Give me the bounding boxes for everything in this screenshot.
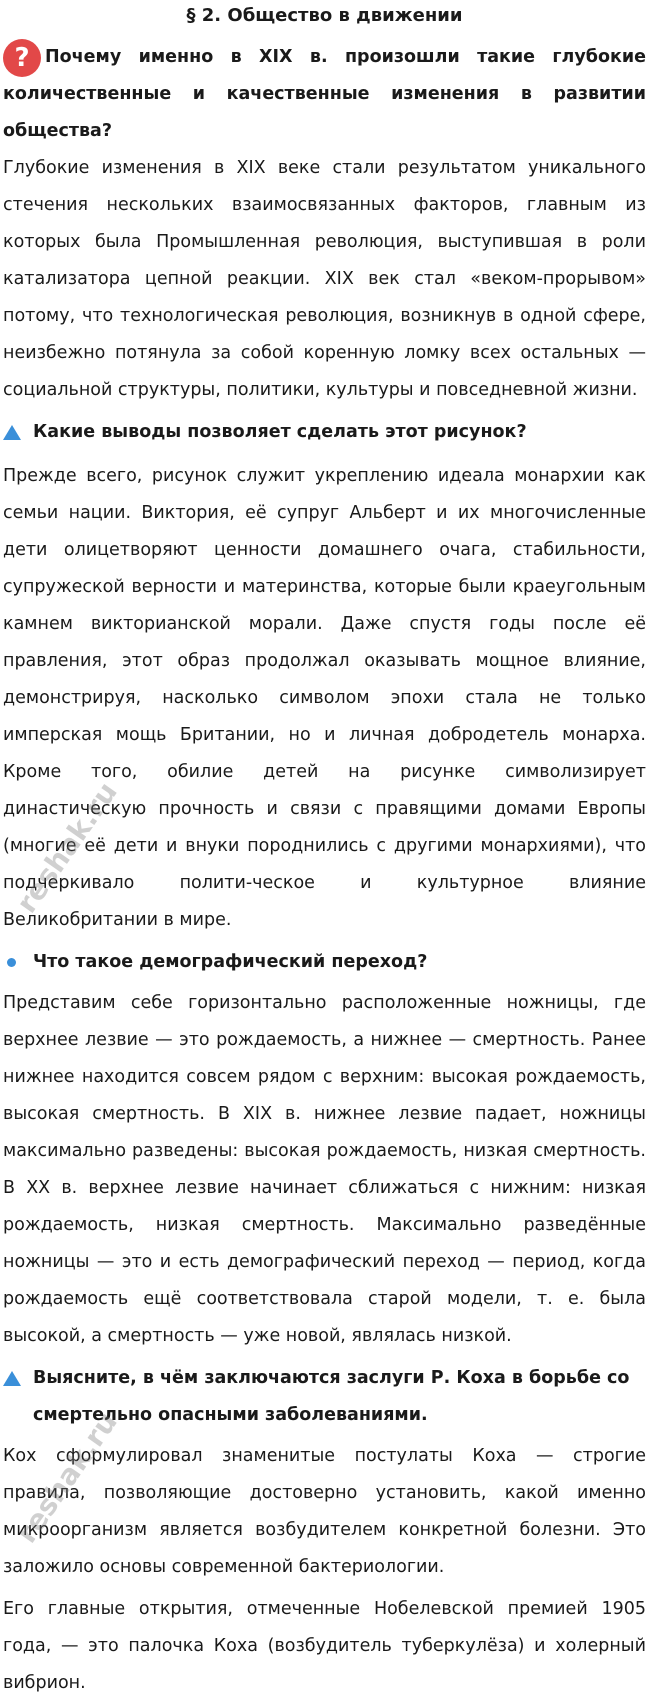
section-demographic-transition [3,944,646,1355]
dot-icon [7,958,16,967]
section-paragraph: Кох сформулировал знаменитые постулаты Коха — строгие правила, позволяющие достоверно установить, какой именно микроорганизм является возбудителем конкретной болезни. Это заложило основы современной бактериологии. [3,1446,646,1577]
section-paragraph: Прежде всего, рисунок служит укреплению идеала монархии как семьи нации. Виктория, её супруг Альберт и их многочисленные дети олицетворяют ценности домашнего очага, стабильности, супружеской верности и материнства, которые были краеугольным камнем викторианской морали. Даже спустя годы после её правления, этот образ продолжал оказывать мощное влияние, демонстрируя, насколько символом эпохи стала не только имперская мощь Британии, но и личная добродетель монарха. Кроме того, обилие детей на рисунке символизирует династическую прочность и связи с правящими домами Европы (многие её дети и внуки породнились с другими монархиями), что подчеркивало полити-ческое и культурное влияние Великобритании в мире. [3,466,646,930]
section-heading [3,944,646,981]
section-heading-text: Какие выводы позволяет сделать этот рисунок? [33,422,527,442]
page-title: § 2. Общество в движении [186,5,463,26]
question-icon: ? [3,39,41,77]
section-paragraph: Его главные открытия, отмеченные Нобелевской премией 1905 года, — это палочка Коха (возбудитель туберкулёза) и холерный вибрион. [3,1599,646,1693]
main-answer: Глубокие изменения в XIX веке стали результатом уникального стечения нескольких взаимосвязанных факторов, главным из которых была Промышленная революция, выступившая в роли катализатора цепной реакции. XIX век стал «веком-прорывом» потому, что технологическая революция, возникнув в одной сфере, неизбежно потянула за собой коренную ломку всех остальных — социальной структуры, политики, культуры и повседневной жизни. [3,158,646,400]
main-question-text: Почему именно в XIX в. произошли такие глубокие количественные и качественные изменения в развитии общества? [3,47,646,141]
watermark: reshak.ru [10,1406,124,1549]
section-heading-text: Выясните, в чём заключаются заслуги Р. Коха в борьбе со смертельно опасными заболеваниями. [33,1368,630,1425]
section-drawing-conclusions [3,414,646,939]
watermark: reshak.ru [10,776,124,919]
triangle-icon [3,425,21,440]
section-heading-text: Что такое демографический переход? [33,952,428,972]
triangle-icon [3,1371,21,1386]
section-heading [3,414,646,454]
main-question [3,39,646,150]
section-paragraph: Представим себе горизонтально расположенные ножницы, где верхнее лезвие — это рождаемость, а нижнее — смертность. Ранее нижнее находится совсем рядом с верхним: высокая рождаемость, высокая смертность. В XIX в. нижнее лезвие падает, ножницы максимально разведены: высокая рождаемость, низкая смертность. В XX в. верхнее лезвие начинает сближаться с нижним: низкая рождаемость, низкая смертность. Максимально разведённые ножницы — это и есть демографический переход — период, когда рождаемость ещё соответствовала старой модели, т. е. была высокой, а смертность — уже новой, являлась низкой. [3,993,646,1346]
